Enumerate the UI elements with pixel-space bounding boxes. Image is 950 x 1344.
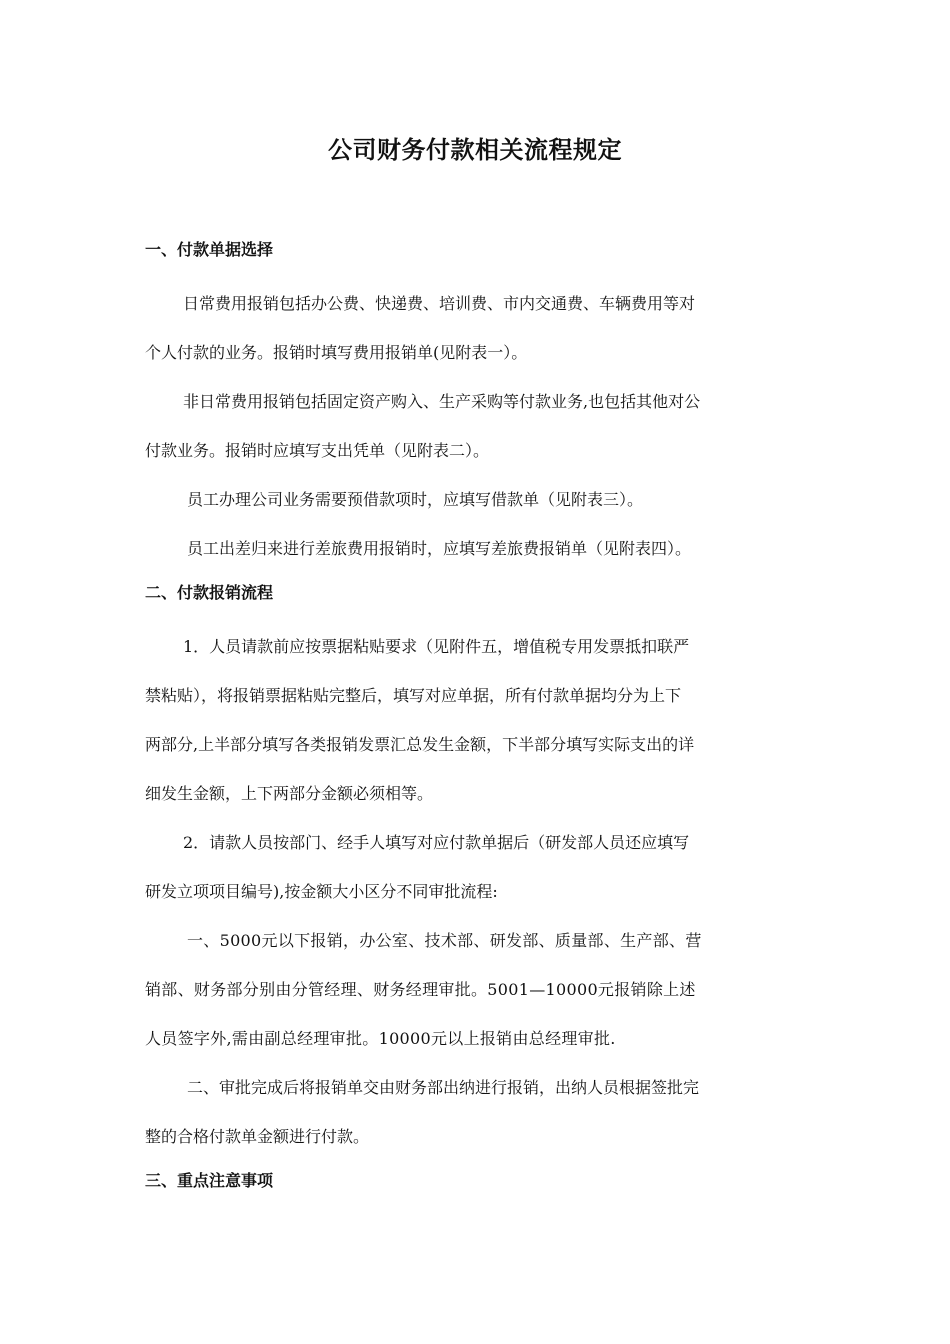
text-line: 整的合格付款单金额进行付款。 bbox=[145, 1127, 370, 1146]
text-line: 人员签字外,需由副总经理审批。10000元以上报销由总经理审批. bbox=[145, 1029, 616, 1048]
text-line: 细发生金额，上下两部分金额必须相等。 bbox=[145, 784, 434, 803]
text-line: 一、5000元以下报销，办公室、技术部、研发部、质量部、生产部、营 bbox=[187, 931, 702, 950]
paragraph bbox=[145, 916, 809, 1063]
text-line: 个人付款的业务。报销时填写费用报销单(见附表一）。 bbox=[145, 343, 528, 362]
text-line: 员工办理公司业务需要预借款项时，应填写借款单（见附表三）。 bbox=[187, 490, 644, 509]
paragraph bbox=[145, 622, 809, 818]
paragraph bbox=[145, 475, 809, 524]
paragraph bbox=[145, 1063, 809, 1161]
text-line: 两部分,上半部分填写各类报销发票汇总发生金额，下半部分填写实际支出的详 bbox=[145, 735, 695, 754]
text-line: 二、审批完成后将报销单交由财务部出纳进行报销，出纳人员根据签批完 bbox=[187, 1078, 700, 1097]
text-line: 1．人员请款前应按票据粘贴要求（见附件五，增值税专用发票抵扣联严 bbox=[183, 637, 690, 656]
text-line: 付款业务。报销时应填写支出凭单（见附表二）。 bbox=[145, 441, 490, 460]
section-heading: 二、付款报销流程 bbox=[145, 583, 274, 602]
paragraph bbox=[145, 377, 809, 475]
text-line: 销部、财务部分别由分管经理、财务经理审批。5001—10000元报销除上述 bbox=[145, 980, 696, 999]
paragraph bbox=[145, 818, 809, 916]
text-line: 非日常费用报销包括固定资产购入、生产采购等付款业务,也包括其他对公 bbox=[183, 392, 701, 411]
paragraph bbox=[145, 524, 809, 573]
text-line: 日常费用报销包括办公费、快递费、培训费、市内交通费、车辆费用等对 bbox=[183, 294, 696, 313]
section-heading: 一、付款单据选择 bbox=[145, 240, 274, 259]
document-body bbox=[145, 230, 809, 1210]
text-line: 禁粘贴），将报销票据粘贴完整后，填写对应单据，所有付款单据均分为上下 bbox=[145, 686, 682, 705]
section-heading: 三、重点注意事项 bbox=[145, 1171, 274, 1190]
text-line: 员工出差归来进行差旅费用报销时，应填写差旅费报销单（见附表四）。 bbox=[187, 539, 692, 558]
text-line: 研发立项项目编号),按金额大小区分不同审批流程: bbox=[145, 882, 498, 901]
paragraph bbox=[145, 279, 809, 377]
document-title: 公司财务付款相关流程规定 bbox=[328, 136, 622, 164]
text-line: 2．请款人员按部门、经手人填写对应付款单据后（研发部人员还应填写 bbox=[183, 833, 690, 852]
